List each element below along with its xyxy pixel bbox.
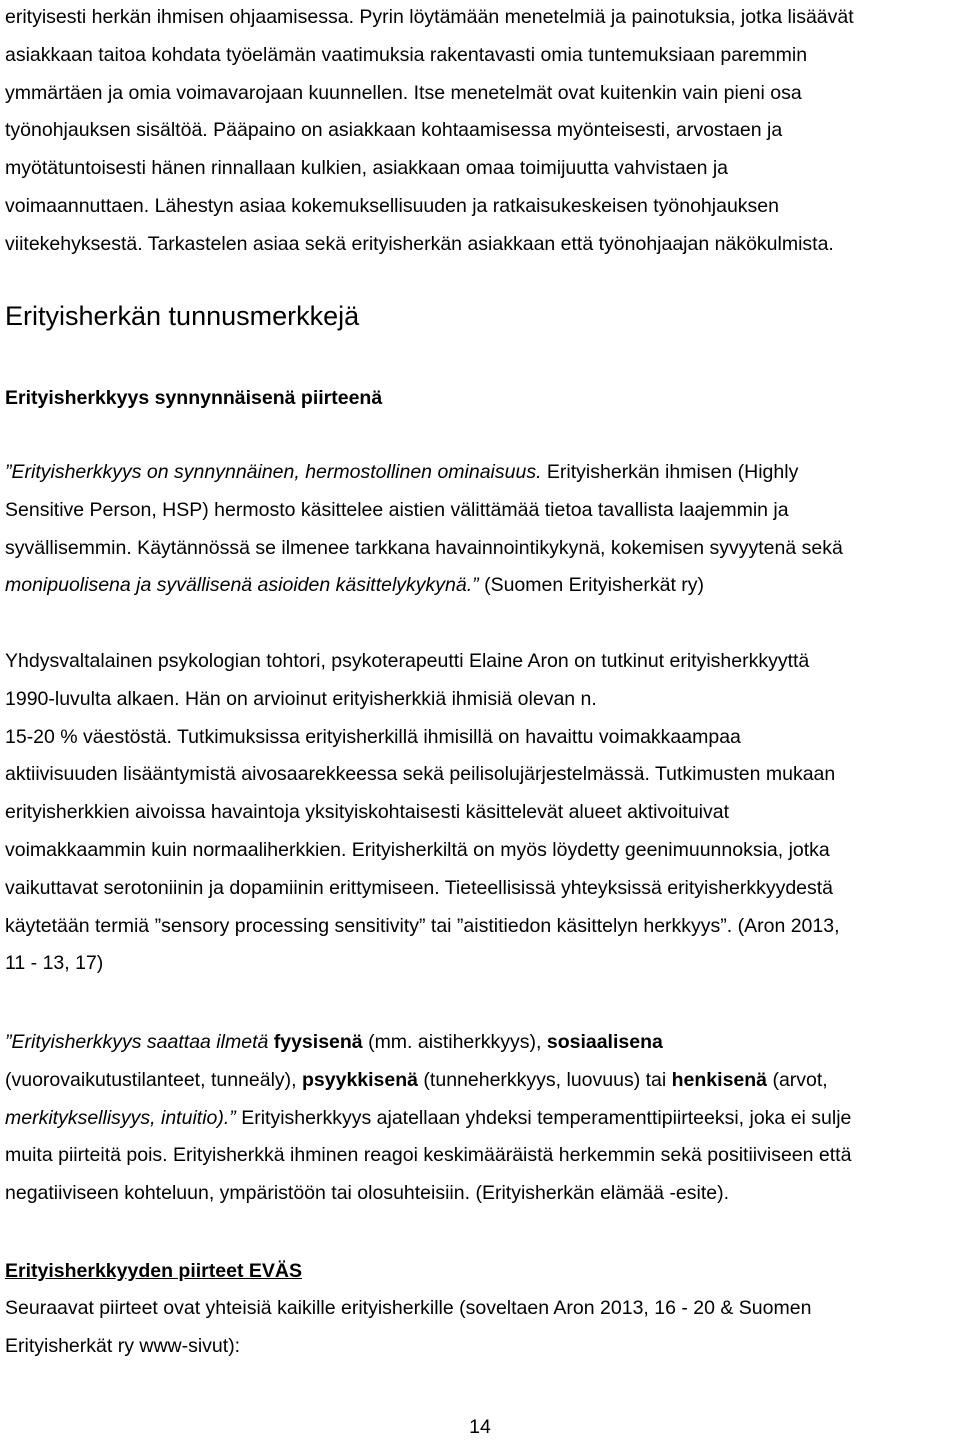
text-line: syvällisemmin. Käytännössä se ilmenee tarkkana havainnointikykynä, kokemisen syvyytenä sekä [5, 536, 843, 559]
text-line [5, 567, 843, 605]
quote-text: monipuolisena ja syvällisenä asioiden käsittelykykynä.” [5, 574, 479, 597]
text-span: (mm. aistiherkkyys), [362, 1031, 547, 1053]
text-line: Sensitive Person, HSP) hermosto käsittelee aistien välittämää tietoa tavallista laajemmin ja [5, 498, 789, 521]
page-number: 14 [469, 1416, 491, 1438]
text-line: erityisesti herkän ihmisen ohjaamisessa. Pyrin löytämään menetelmiä ja painotuksia, jotka lisäävät [5, 6, 854, 28]
quote-text: merkityksellisyys, intuitio).” [5, 1106, 236, 1129]
text-line [5, 454, 843, 492]
emphasis-text: psyykkisenä [302, 1068, 419, 1091]
eva-paragraph [5, 1290, 811, 1366]
text-line [5, 1100, 851, 1138]
text-line: käytetään termiä ”sensory processing sensitivity” tai ”aistitiedon käsittelyn herkkyys”. (Aron 2013, [5, 914, 840, 937]
text-line: Erityisherkät ry www-sivut): [5, 1334, 241, 1357]
text-line: voimaannuttaen. Lähestyn asiaa kokemuksellisuuden ja ratkaisukeskeisen työnohjauksen [5, 194, 779, 217]
text-line: 11 - 13, 17) [5, 952, 104, 975]
text-line [5, 1062, 851, 1100]
text-span: (tunneherkkyys, luovuus) tai [418, 1068, 672, 1091]
text-span: Erityisherkän ihmisen (Highly [541, 461, 799, 483]
aron-paragraph [5, 643, 840, 983]
text-line: viitekehyksestä. Tarkastelen asiaa sekä erityisherkän asiakkaan että työnohjaajan näkökulmista. [5, 232, 834, 255]
text-line: muita piirteitä pois. Erityisherkkä ihminen reagoi keskimääräistä herkemmin sekä positiiviseen että [5, 1144, 852, 1167]
text-span: Erityisherkkyys ajatellaan yhdeksi temperamenttipiirteeksi, joka ei sulje [235, 1106, 852, 1129]
text-line: negatiiviseen kohteluun, ympäristöön tai olosuhteisiin. (Erityisherkän elämää -esite). [5, 1182, 730, 1205]
quote-text: ”Erityisherkkyys saattaa ilmetä [5, 1031, 274, 1053]
text-line: ymmärtäen ja omia voimavarojaan kuunnellen. Itse menetelmät ovat kuitenkin vain pieni osa [5, 81, 802, 104]
forms-paragraph [5, 1024, 851, 1213]
text-line: vaikuttavat serotoniinin ja dopamiinin erittymiseen. Tieteellisissä yhteyksissä erityisherkkyydestä [5, 876, 834, 899]
text-line: voimakkaammin kuin normaaliherkkien. Erityisherkiltä on myös löydetty geenimuunnoksia, jotka [5, 838, 830, 861]
text-line: työnohjauksen sisältöä. Pääpaino on asiakkaan kohtaamisessa myönteisesti, arvostaen ja [5, 119, 783, 142]
emphasis-text: henkisenä [671, 1068, 768, 1091]
text-line: 1990-luvulta alkaen. Hän on arvioinut erityisherkkiä ihmisiä olevan n. [5, 687, 597, 710]
text-line [5, 1024, 851, 1062]
subsection-title: Erityisherkkyys synnynnäisenä piirteenä [5, 387, 383, 409]
text-line: erityisherkkien aivoissa havaintoja yksityiskohtaisesti käsittelevät alueet aktivoituivat [5, 801, 730, 824]
eva-title: Erityisherkkyyden piirteet EVÄS [5, 1260, 302, 1282]
text-line: myötätuntoisesti hänen rinnallaan kulkien, asiakkaan omaa toimijuutta vahvistaen ja [5, 157, 729, 180]
text-line: aktiivisuuden lisääntymistä aivosaarekkeessa sekä peilisolujärjestelmässä. Tutkimusten mukaan [5, 763, 836, 786]
text-line: asiakkaan taitoa kohdata työelämän vaatimuksia rakentavasti omia tuntemuksiaan paremmin [5, 43, 808, 66]
emphasis-text: fyysisenä [273, 1031, 363, 1053]
emphasis-text: sosiaalisena [546, 1031, 663, 1053]
text-line: Seuraavat piirteet ovat yhteisiä kaikille erityisherkille (soveltaen Aron 2013, 16 - 20 & Suomen [5, 1297, 812, 1319]
text-span: (arvot, [767, 1068, 828, 1091]
text-line: 15-20 % väestöstä. Tutkimuksissa erityisherkillä ihmisillä on havaittu voimakkaampaa [5, 725, 741, 748]
citation-text: (Suomen Erityisherkät ry) [478, 574, 705, 597]
intro-paragraph [5, 0, 854, 264]
section-title: Erityisherkän tunnusmerkkejä [5, 301, 360, 331]
quote-text: ”Erityisherkkyys on synnynnäinen, hermostollinen ominaisuus. [5, 461, 542, 483]
quote-paragraph [5, 454, 843, 605]
text-line: Yhdysvaltalainen psykologian tohtori, psykoterapeutti Elaine Aron on tutkinut erityisherkkyyttä [5, 650, 810, 672]
text-span: (vuorovaikutustilanteet, tunneäly), [5, 1068, 302, 1091]
